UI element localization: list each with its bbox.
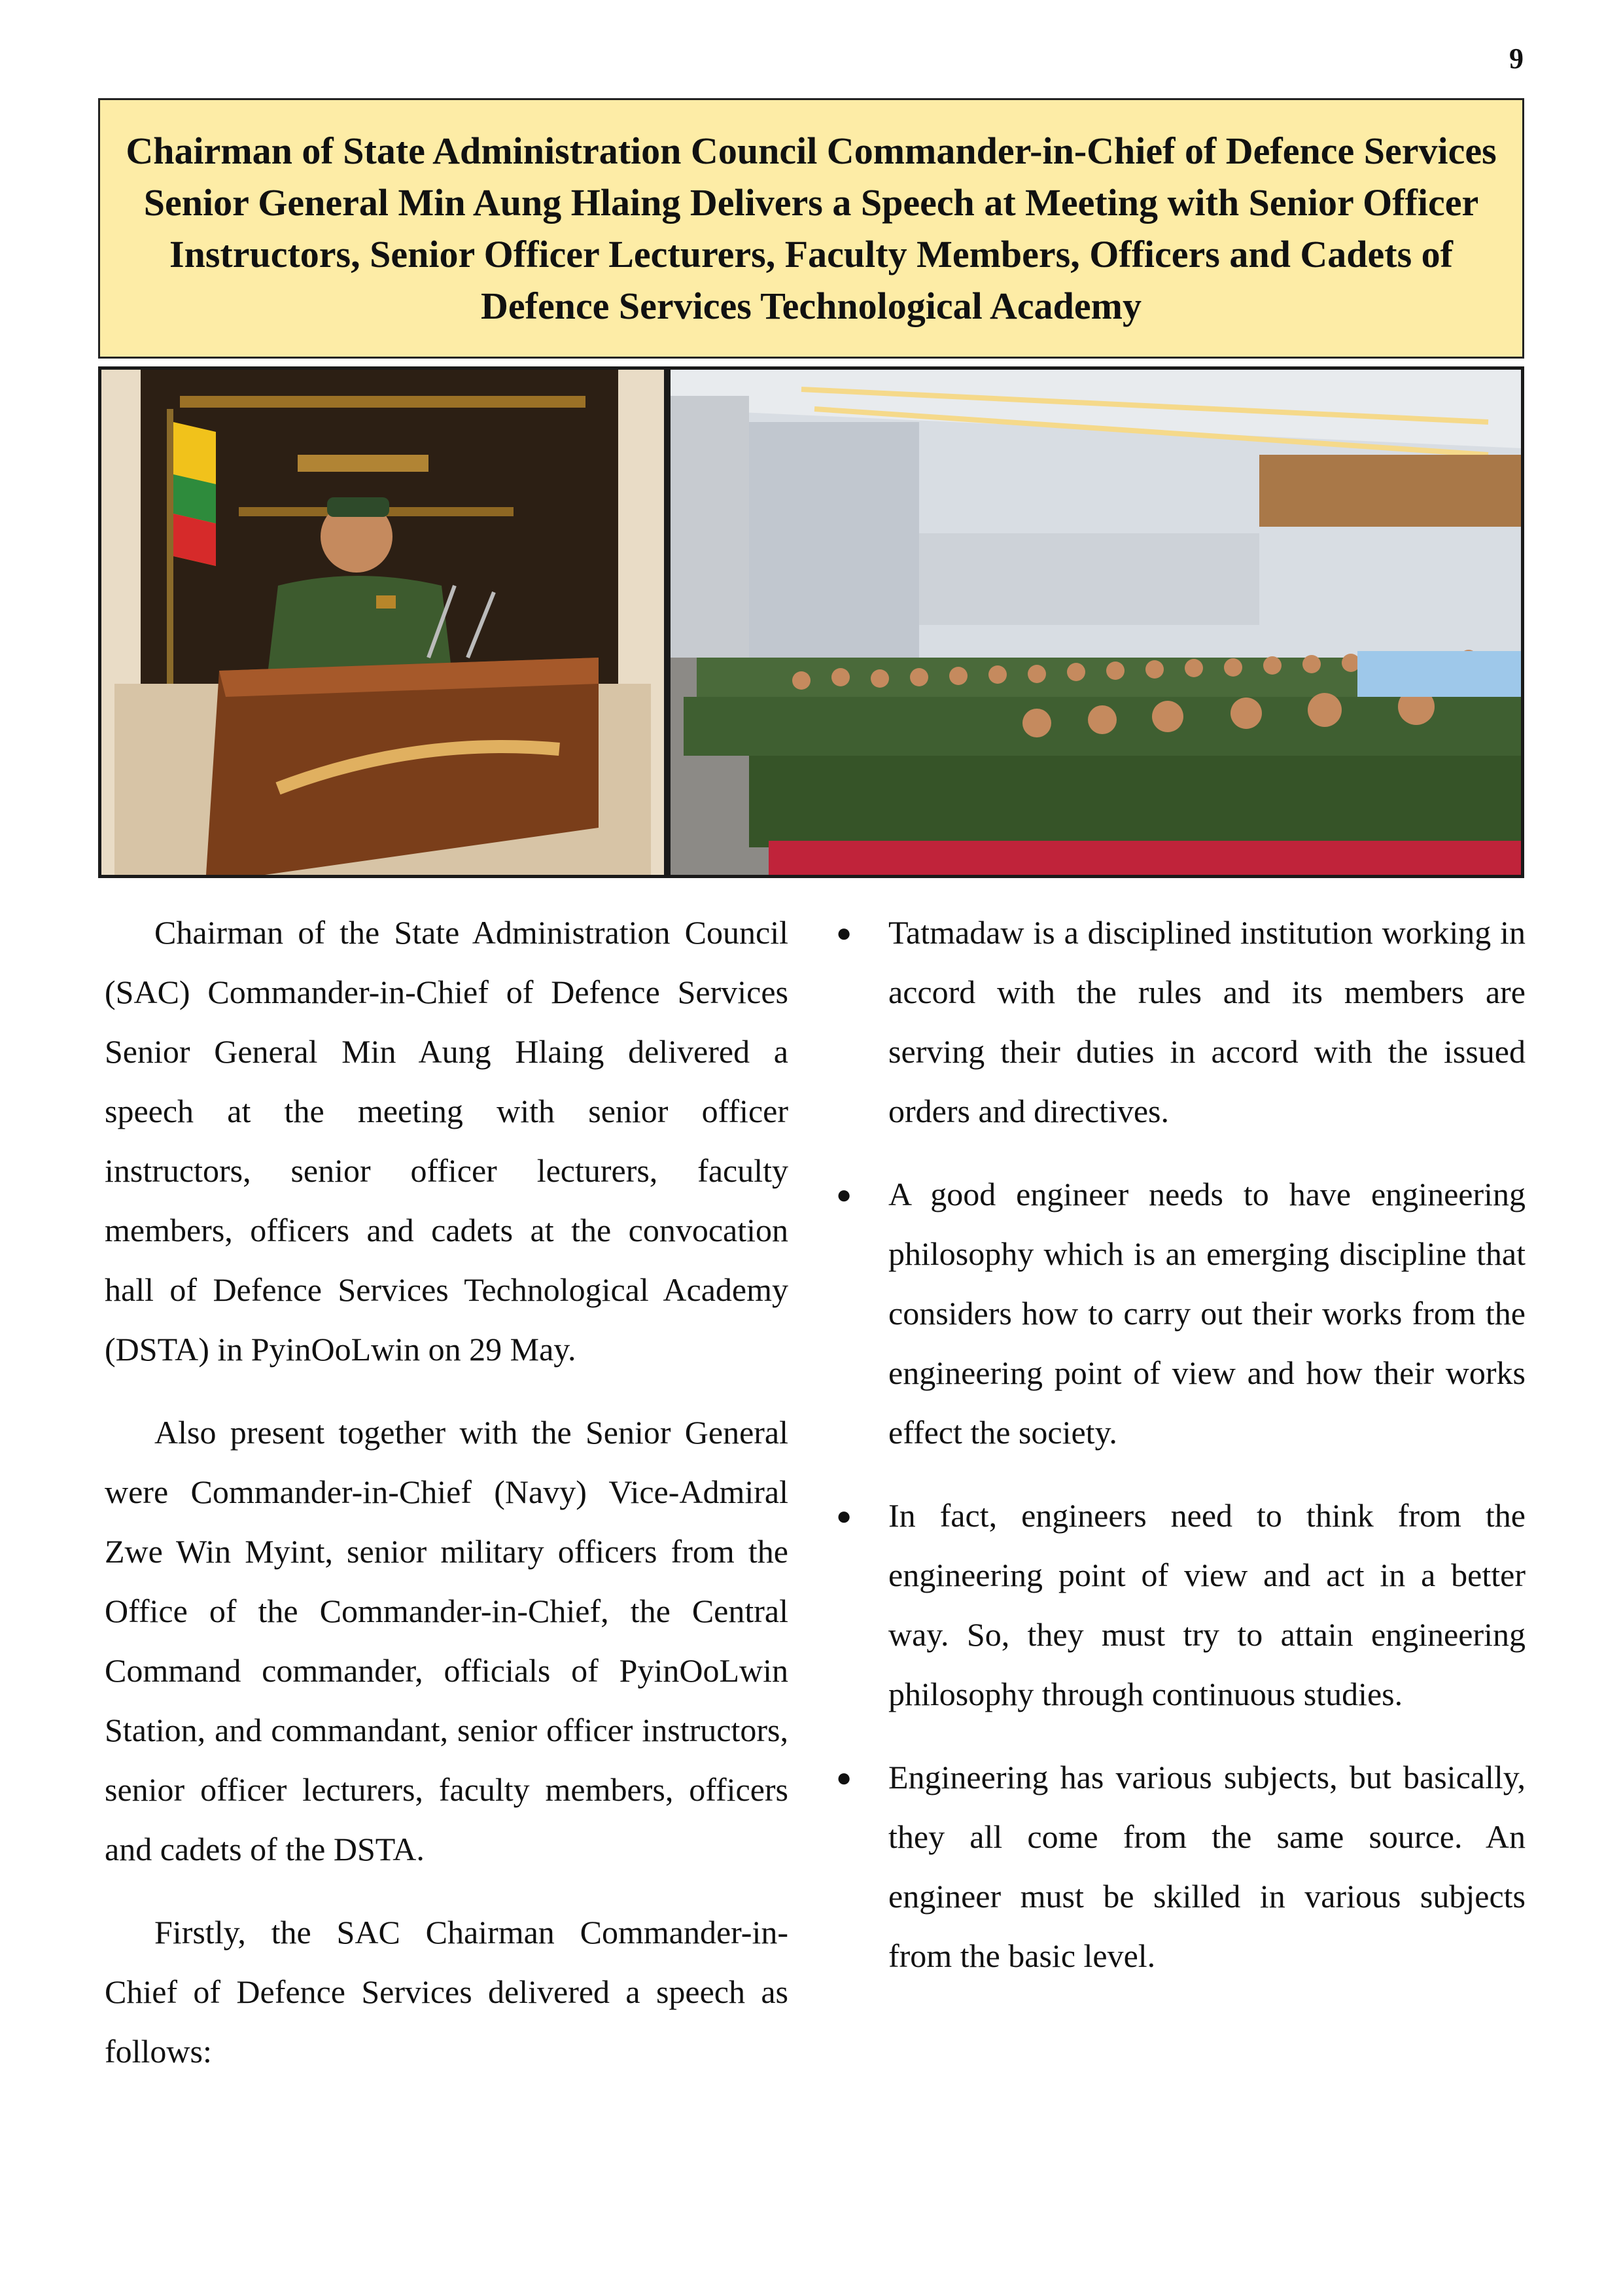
list-item [831, 1165, 1526, 1462]
list-item [831, 1486, 1526, 1724]
paragraph: Also present together with the Senior General were Commander-in-Chief (Navy) Vice-Admiral Zwe Win Myint, senior military officers from the Office of the Commander-in-Chief, the Central Command commander, officials of PyinOoLwin Station, and commandant, senior officer instructors, senior officer lecturers, faculty members, officers and cadets of the DSTA. [105, 1414, 788, 1867]
bullet-icon: ● [836, 918, 852, 947]
photo-speaker [101, 370, 664, 875]
photo-panel [98, 366, 1524, 878]
list-item-text: A good engineer needs to have engineering philosophy which is an emerging discipline that considers how to carry out their works from the engineering point of view and how their works effect the society. [888, 1176, 1526, 1451]
paragraph: Firstly, the SAC Chairman Commander-in-Chief of Defence Services delivered a speech as follows: [105, 1914, 788, 2070]
page-number: 9 [1509, 43, 1524, 75]
list-item [831, 903, 1526, 1141]
photo-audience [671, 370, 1521, 875]
bullet-icon: ● [836, 1180, 852, 1209]
list-item-text: Tatmadaw is a disciplined institution working in accord with the rules and its members are serving their duties in accord with the issued orders and directives. [888, 914, 1526, 1129]
article-title: Chairman of State Administration Council Commander-in-Chief of Defence Services Senior General Min Aung Hlaing Delivers a Speech at Meeting with Senior Officer Instructors, Senior Officer Lecturers, Faculty Members, Officers and Cadets of Defence Services Technological Academy [126, 130, 1497, 327]
speaker-photo-illustration [101, 370, 664, 875]
audience-photo-illustration [671, 370, 1521, 875]
right-column [831, 903, 1526, 2009]
paragraph: Chairman of the State Administration Council (SAC) Commander-in-Chief of Defence Services Senior General Min Aung Hlaing delivered a speech at the meeting with senior officer instructors, senior officer lecturers, faculty members, officers and cadets at the convocation hall of Defence Services Technological Academy (DSTA) in PyinOoLwin on 29 May. [105, 914, 788, 1368]
list-item-text: Engineering has various subjects, but basically, they all come from the same source. An engineer must be skilled in various subjects from the basic level. [888, 1759, 1526, 1974]
left-column [105, 903, 788, 2105]
list-item [831, 1748, 1526, 1986]
list-item-text: In fact, engineers need to think from the engineering point of view and act in a better way. So, they must try to attain engineering philosophy through continuous studies. [888, 1497, 1526, 1712]
article-title-box [98, 98, 1524, 359]
bullet-icon: ● [836, 1763, 852, 1792]
speech-points-list [831, 903, 1526, 1986]
bullet-icon: ● [836, 1501, 852, 1530]
